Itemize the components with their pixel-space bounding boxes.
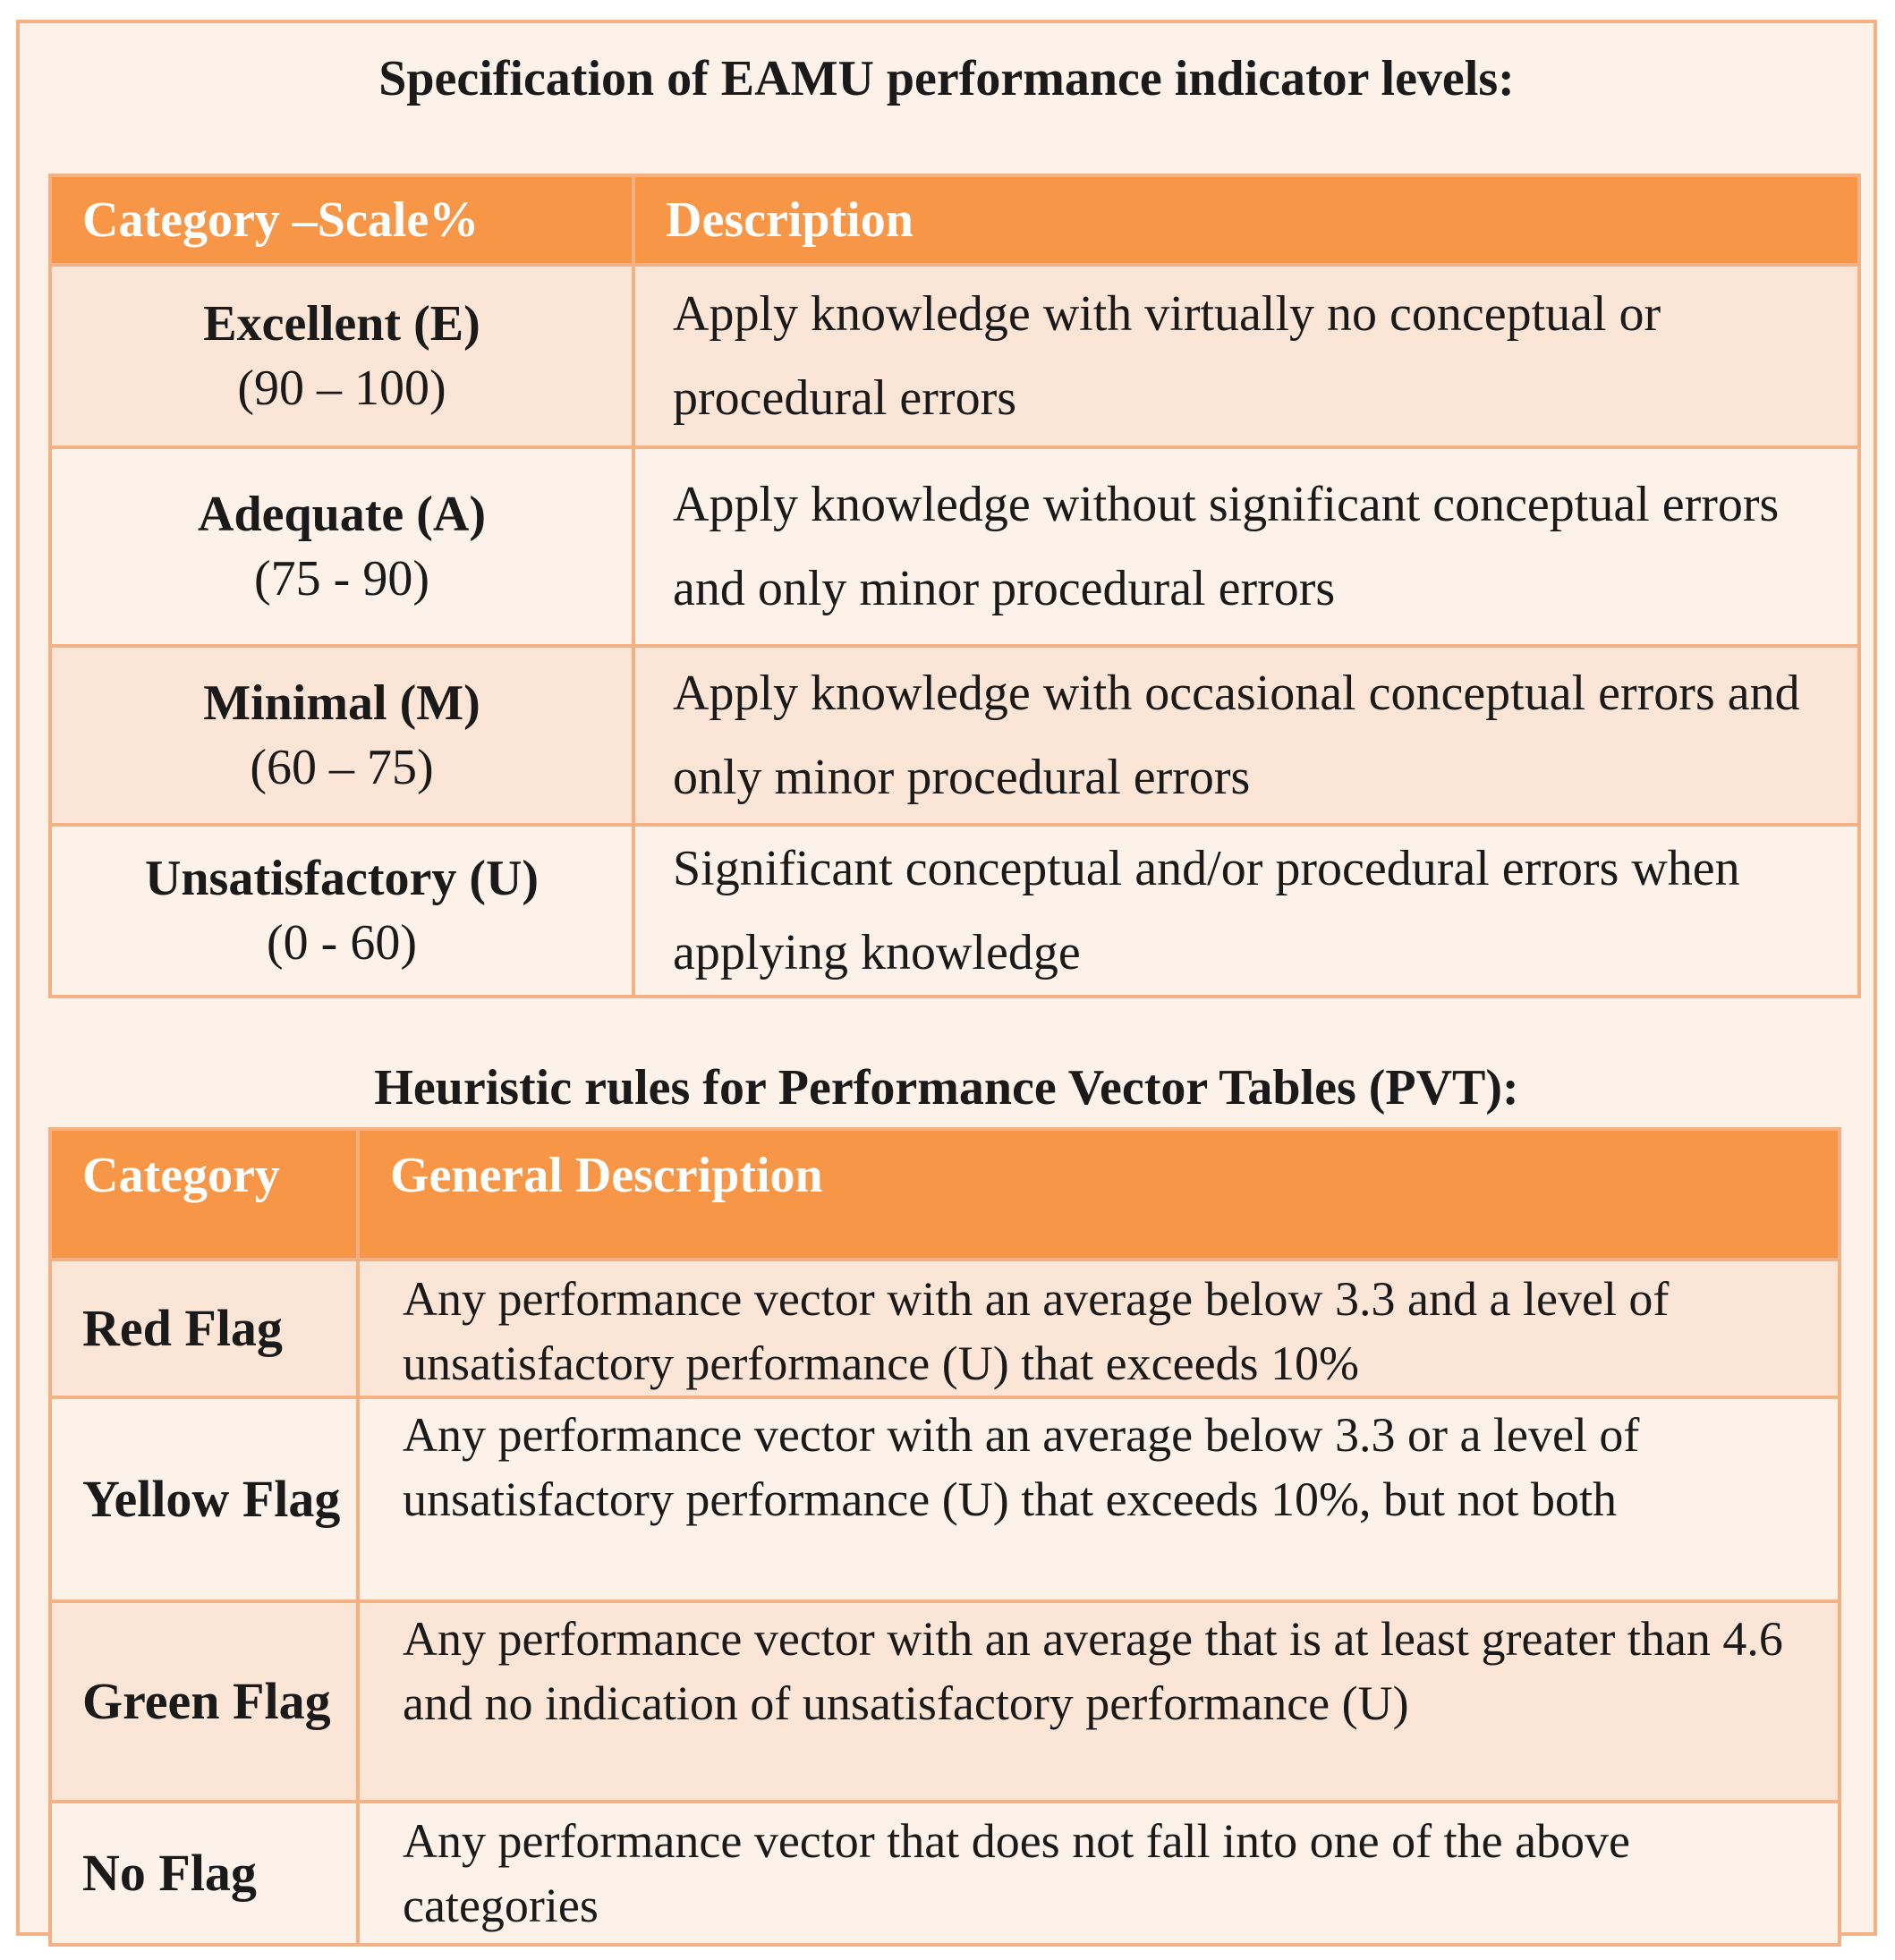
description-cell: Apply knowledge without significant conceptual errors and only minor procedural errors <box>633 447 1859 646</box>
category-range: (90 – 100) <box>237 361 446 416</box>
description-cell: Significant conceptual and/or procedural errors when applying knowledge <box>633 825 1859 997</box>
flag-category-cell: Green Flag <box>50 1601 358 1802</box>
table-row <box>50 1397 1840 1601</box>
column-header-general-description: General Description <box>358 1129 1840 1260</box>
description-cell: Apply knowledge with occasional conceptual errors and only minor procedural errors <box>633 646 1859 825</box>
category-range: (0 - 60) <box>267 915 417 971</box>
category-cell <box>50 447 633 646</box>
flag-description-cell: Any performance vector with an average that is at least greater than 4.6 and no indication of unsatisfactory performance (U) <box>358 1601 1840 1802</box>
pvt-table-title: Heuristic rules for Performance Vector Tables (PVT): <box>374 1060 1519 1116</box>
category-range: (60 – 75) <box>250 740 434 795</box>
table-row <box>50 825 1859 997</box>
flag-category-cell: Red Flag <box>50 1260 358 1397</box>
flag-description-cell: Any performance vector with an average below 3.3 or a level of unsatisfactory performance (U) that exceeds 10%, but not both <box>358 1397 1840 1601</box>
column-header-description: Description <box>633 175 1859 265</box>
table-header-row <box>50 1129 1840 1260</box>
flag-description-cell: Any performance vector that does not fall into one of the above categories <box>358 1802 1840 1945</box>
column-header-category: Category <box>50 1129 358 1260</box>
flag-description-cell: Any performance vector with an average below 3.3 and a level of unsatisfactory performance (U) that exceeds 10% <box>358 1260 1840 1397</box>
table-header-row <box>50 175 1859 265</box>
table-row <box>50 265 1859 447</box>
category-cell <box>50 265 633 447</box>
table-row <box>50 447 1859 646</box>
category-name: Minimal (M) <box>203 675 480 731</box>
category-name: Unsatisfactory (U) <box>144 851 540 906</box>
spec-table-title: Specification of EAMU performance indicator levels: <box>378 51 1515 106</box>
pvt-heuristic-rules-table <box>48 1127 1841 1947</box>
category-range: (75 - 90) <box>254 551 429 607</box>
category-cell <box>50 646 633 825</box>
table-row <box>50 1260 1840 1397</box>
table-row <box>50 646 1859 825</box>
flag-category-cell: Yellow Flag <box>50 1397 358 1601</box>
flag-category-cell: No Flag <box>50 1802 358 1945</box>
category-name: Adequate (A) <box>198 487 486 542</box>
document-frame <box>16 20 1877 1936</box>
description-cell: Apply knowledge with virtually no conceptual or procedural errors <box>633 265 1859 447</box>
category-name: Excellent (E) <box>203 296 480 352</box>
column-header-category-scale: Category –Scale% <box>50 175 633 265</box>
table-row <box>50 1601 1840 1802</box>
category-cell <box>50 825 633 997</box>
table-row <box>50 1802 1840 1945</box>
performance-levels-table <box>48 174 1861 998</box>
